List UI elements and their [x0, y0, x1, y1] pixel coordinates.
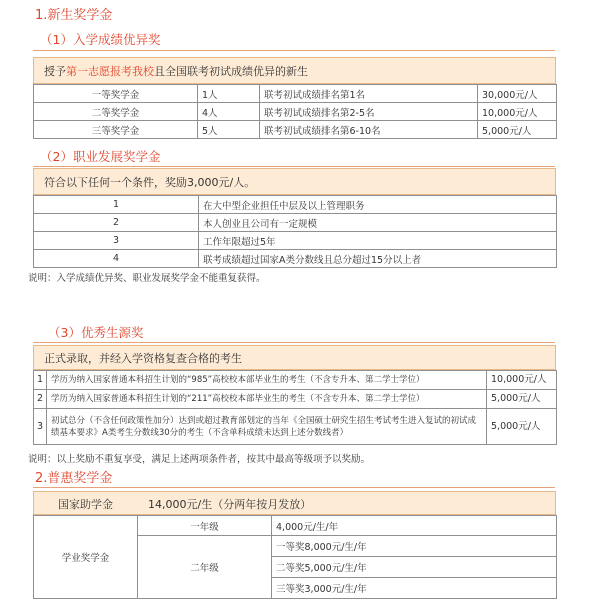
grade-label: 一年级 [138, 516, 272, 536]
award-criteria: 联考初试成绩排名第6-10名 [260, 121, 478, 139]
table-row [34, 85, 557, 103]
criteria-text: 初试总分（不含任何政策性加分）达到或超过教育部划定的当年《全国硕士研究生招生考试考生进入复试的初试成绩基本要求》A类考生分数线30分的考生（不含单科成绩未达到上述分数线者） [47, 409, 487, 445]
grade-value: 一等奖8,000元/生/年 [272, 536, 557, 557]
table-row [34, 214, 557, 232]
sub3-band [33, 345, 556, 370]
row-number: 3 [34, 409, 47, 445]
table-row [34, 196, 557, 214]
table-row [34, 250, 557, 268]
award-name: 二等奖学金 [34, 103, 198, 121]
award-count: 4人 [198, 103, 260, 121]
grade-label: 二年级 [138, 536, 272, 599]
amount: 5,000元/人 [487, 409, 557, 445]
condition-text: 工作年限超过5年 [199, 232, 557, 250]
table-row [34, 516, 557, 536]
table-row [34, 103, 557, 121]
sub1-title: （1）入学成绩优异奖 [40, 32, 161, 47]
divider [33, 166, 555, 167]
table-row [34, 232, 557, 250]
band-highlight: 第一志愿报考我校 [66, 64, 154, 78]
amount: 10,000元/人 [487, 371, 557, 390]
row-number: 1 [34, 196, 199, 214]
condition-text: 联考成绩超过国家A类分数线且总分超过15分以上者 [199, 250, 557, 268]
grade-value: 二等奖5,000元/生/年 [272, 557, 557, 578]
table-row [34, 371, 557, 390]
band-suffix: 且全国联考初试成绩优异的新生 [154, 64, 308, 78]
row-number: 2 [34, 390, 47, 409]
band-prefix: 授予 [44, 64, 66, 78]
amount: 5,000元/人 [487, 390, 557, 409]
award-name: 三等奖学金 [34, 121, 198, 139]
sub2-title: （2）职业发展奖学金 [40, 149, 161, 164]
award-amount: 30,000元/人 [478, 85, 557, 103]
sub3-title: （3）优秀生源奖 [48, 325, 144, 340]
criteria-text: 学历为纳入国家普通本科招生计划的“985”高校校本部毕业生的考生（不含专升本、第二学士学位） [47, 371, 487, 390]
grant-band [33, 491, 556, 515]
sub3-note: 说明：以上奖励不重复享受，满足上述两项条件者，按其中最高等级项予以奖励。 [28, 454, 371, 465]
divider [33, 342, 555, 343]
criteria-text: 学历为纳入国家普通本科招生计划的“211”高校校本部毕业生的考生（不含专升本、第二学士学位） [47, 390, 487, 409]
grade-value: 三等奖3,000元/生/年 [272, 578, 557, 599]
divider [33, 50, 555, 51]
grant-label: 国家助学金 [58, 498, 113, 511]
sub2-table [33, 195, 557, 268]
row-number: 1 [34, 371, 47, 390]
condition-text: 在大中型企业担任中层及以上管理职务 [199, 196, 557, 214]
table-row [34, 409, 557, 445]
row-number: 3 [34, 232, 199, 250]
award-amount: 5,000元/人 [478, 121, 557, 139]
award-name: 一等奖学金 [34, 85, 198, 103]
divider [33, 487, 555, 488]
award-amount: 10,000元/人 [478, 103, 557, 121]
sub2-band-text: 符合以下任何一个条件，奖励3,000元/人。 [44, 175, 256, 189]
sub2-note: 说明：入学成绩优异奖、职业发展奖学金不能重复获得。 [28, 273, 266, 284]
table-row [34, 121, 557, 139]
section2-title: 2.普惠奖学金 [35, 471, 113, 486]
table-row [34, 390, 557, 409]
award-count: 5人 [198, 121, 260, 139]
grant-value: 14,000元/生（分两年按月发放） [148, 498, 312, 511]
section1-title: 1.新生奖学金 [35, 8, 113, 23]
row-number: 4 [34, 250, 199, 268]
sub1-table [33, 84, 557, 139]
award-count: 1人 [198, 85, 260, 103]
sub2-band [33, 168, 556, 195]
award-criteria: 联考初试成绩排名第2-5名 [260, 103, 478, 121]
award-criteria: 联考初试成绩排名第1名 [260, 85, 478, 103]
sub1-band [33, 57, 556, 84]
grade-value: 4,000元/生/年 [272, 516, 557, 536]
row-number: 2 [34, 214, 199, 232]
sub3-band-text: 正式录取，并经入学资格复查合格的考生 [44, 351, 242, 365]
sub3-table [33, 370, 557, 445]
condition-text: 本人创业且公司有一定规模 [199, 214, 557, 232]
scholarship-label: 学业奖学金 [34, 516, 138, 599]
scholarship-table [33, 515, 557, 599]
